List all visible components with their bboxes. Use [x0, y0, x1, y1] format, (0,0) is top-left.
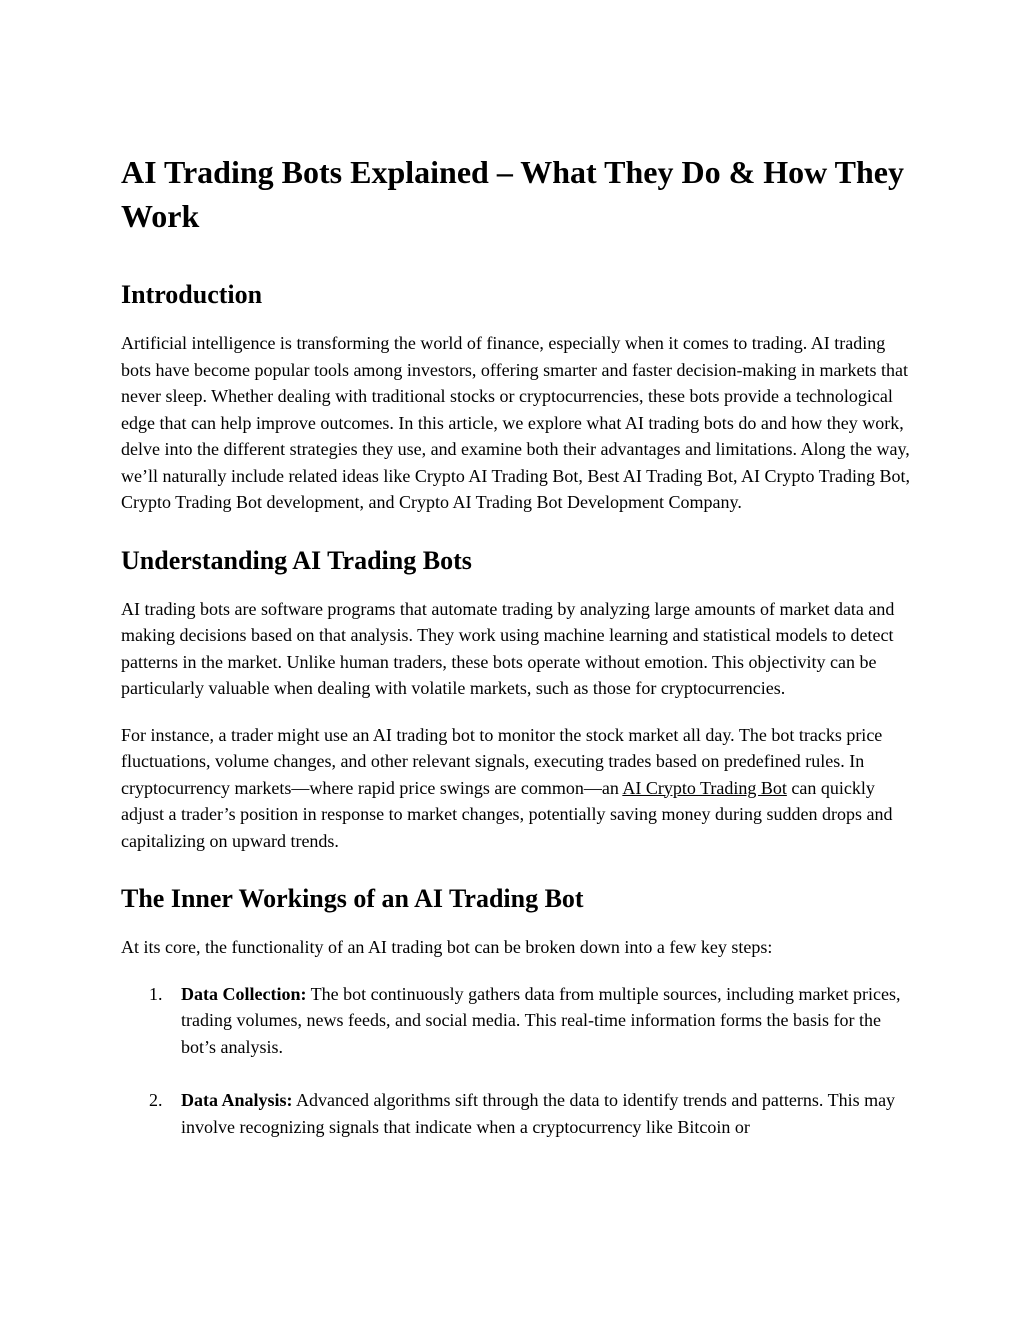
document-page	[121, 150, 911, 1167]
list-item-text: Advanced algorithms sift through the data to identify trends and patterns. This may involve recognizing signals that indicate when a cryptocurrency like Bitcoin or	[181, 1090, 896, 1137]
introduction-paragraph: Artificial intelligence is transforming the world of finance, especially when it comes to trading. AI trading bots have become popular tools among investors, offering smarter and faster decision-making in markets that never sleep. Whether dealing with traditional stocks or cryptocurrencies, these bots provide a technological edge that can help improve outcomes. In this article, we explore what AI trading bots do and how they work, delve into the different strategies they use, and examine both their advantages and limitations. Along the way, we’ll naturally include related ideas like Crypto AI Trading Bot, Best AI Trading Bot, AI Crypto Trading Bot, Crypto Trading Bot development, and Crypto AI Trading Bot Development Company.	[121, 333, 910, 512]
list-item-label: Data Analysis:	[181, 1090, 293, 1110]
section-heading-introduction: Introduction	[121, 280, 263, 309]
list-item-number: 2.	[149, 1090, 163, 1110]
ai-crypto-trading-bot-link[interactable]: AI Crypto Trading Bot	[622, 777, 787, 798]
section-heading-inner-workings: The Inner Workings of an AI Trading Bot	[121, 884, 584, 913]
list-item-label: Data Collection:	[181, 983, 307, 1004]
list-item	[121, 981, 911, 1061]
paragraph-text: can quickly adjust a trader’s position in response to market changes, potentially saving money during sudden drops and capitalizing on upward trends.	[121, 777, 893, 851]
inner-workings-intro: At its core, the functionality of an AI trading bot can be broken down into a few key steps:	[121, 937, 773, 957]
document-title: AI Trading Bots Explained – What They Do & How They Work	[121, 154, 904, 234]
list-item	[121, 1087, 911, 1140]
list-item-number: 1.	[149, 983, 163, 1004]
understanding-paragraph-1: AI trading bots are software programs that automate trading by analyzing large amounts of market data and making decisions based on that analysis. They work using machine learning and statistical models to detect patterns in the market. Unlike human traders, these bots operate without emotion. This objectivity can be particularly valuable when dealing with volatile markets, such as those for cryptocurrencies.	[121, 598, 895, 698]
section-heading-understanding: Understanding AI Trading Bots	[121, 545, 472, 575]
steps-list	[121, 981, 911, 1141]
paragraph-text: For instance, a trader might use an AI trading bot to monitor the stock market all day. The bot tracks price fluctuations, volume changes, and other relevant signals, executing trades based on predefined rules. In cryptocurrency markets—where rapid price swings are common—an	[121, 724, 883, 798]
understanding-paragraph-2	[121, 722, 911, 855]
list-item-text: The bot continuously gathers data from multiple sources, including market prices, trading volumes, news feeds, and social media. This real-time information forms the basis for the bot’s analysis.	[181, 983, 901, 1057]
